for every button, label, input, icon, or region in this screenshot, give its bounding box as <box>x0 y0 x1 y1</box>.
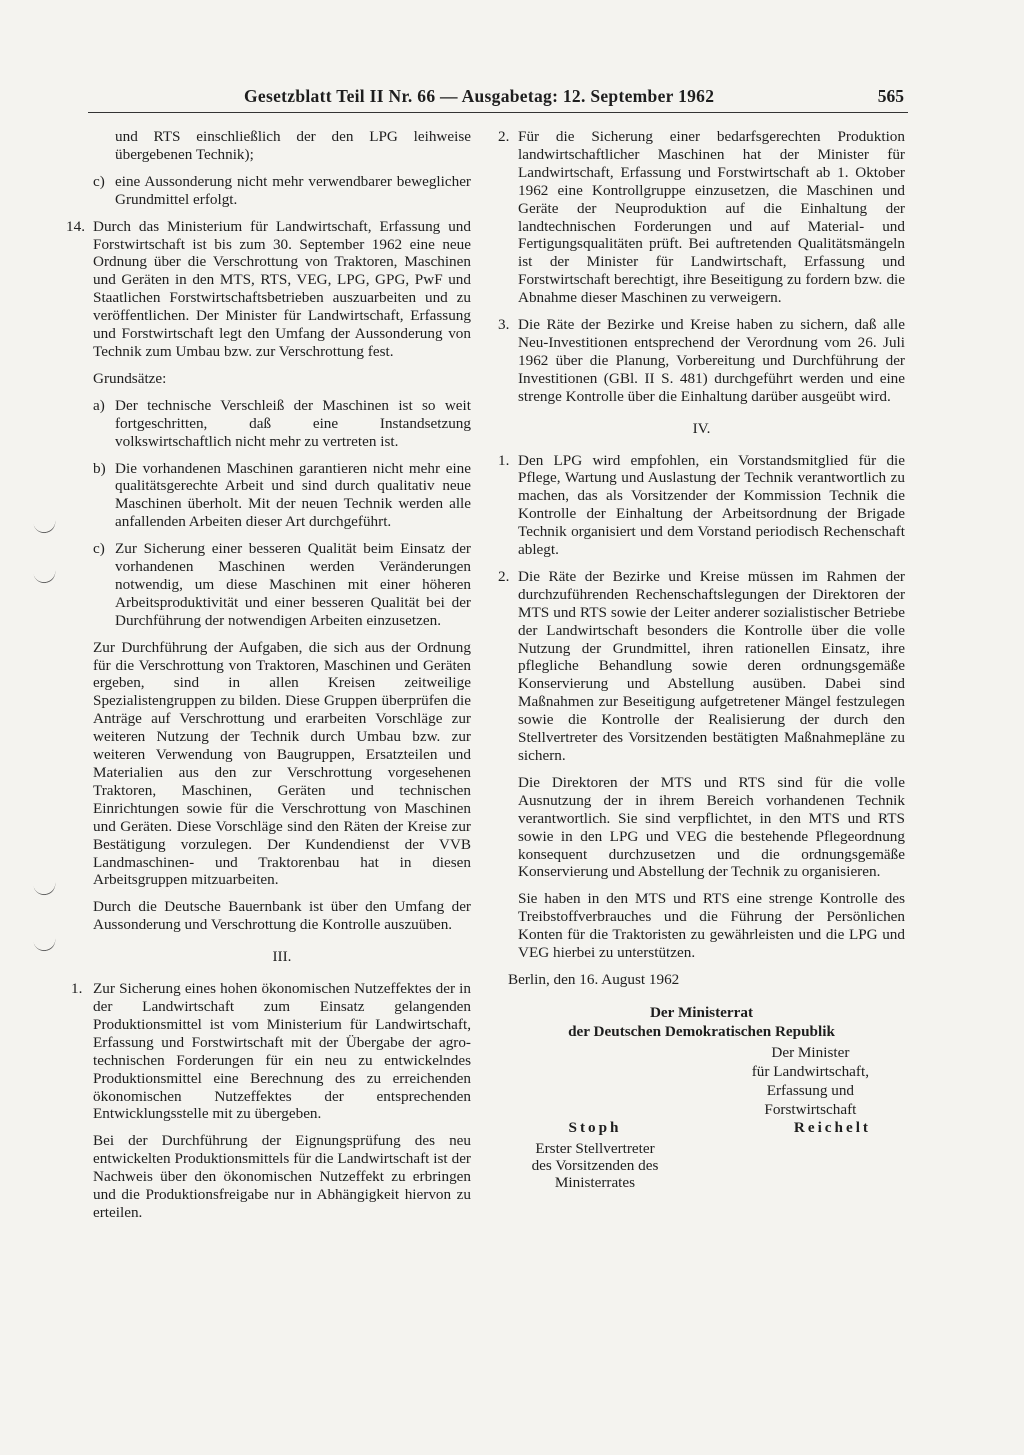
list-item <box>93 460 471 532</box>
item-text: Der technische Verschleiß der Maschinen ist so weit fortgeschritten, daß eine Instandsetzung volkswirtschaftlich nicht mehr zu vertreten ist. <box>115 396 471 450</box>
paragraph: Die Direktoren der MTS und RTS sind für die volle Ausnutzung der in ihrem Bereich vorhandenen Technik verantwortlich. Sie sind verpflichtet, in den MTS und RTS sowie in den LPG und VEG die bestehende Pflegeordnung konsequent durchzusetzen und die ordnungsgemäße Konservierung und Abstellung der Technik zu organisieren. <box>518 773 905 881</box>
list-item <box>498 128 905 307</box>
item-label: a) <box>93 396 105 414</box>
item-text: Zur Sicherung einer besseren Qualität beim Einsatz der vorhandenen Maschinen werden Veränderungen notwendig, um diese Maschinen mit einer höheren Arbeitsproduktivität und einer besseren Qualität bei der Durchführung der notwendigen Arbeiten einzusetzen. <box>115 540 471 629</box>
margin-mark <box>33 934 58 953</box>
item-label: 1. <box>71 980 83 998</box>
item-text: Für die Sicherung einer bedarfsgerechten Produktion landwirtschaftlicher Maschinen hat der Minister für Landwirtschaft, Erfassung und Forstwirtschaft ab 1. Oktober 1962 eine Kontrollgruppe einzusetzen, die Maschinen und Geräte der Neuproduktion auf die Einhaltung der landtechnischen Forderungen und auf Material- und Fertigungsqualitäten prüft. Bei auftretenden Qualitätsmängeln ist der Minister für Landwirtschaft, Erfassung und Forstwirtschaft berechtigt, ihre Beseitigung zu fordern bzw. die Abnahme dieser Maschinen zu verweigern. <box>518 128 905 307</box>
paragraph: Zur Durchführung der Aufgaben, die sich aus der Ordnung für die Verschrottung von Traktoren, Maschinen und Geräten ergeben, sind in allen Kreisen zeitweilige Spezialistengruppen zu bilden. Diese Gruppen überprüfen die Anträge auf Verschrottung und erarbeiten Vorschläge zur weiteren Nutzung der Technik durch Umbau bzw. zur weiteren Verwendung von Baugruppen, Ersatzteilen und Materialien aus den zur Verschrottung vorgesehenen Traktoren, Maschinen, Geräten und technischen Einrichtungen sowie für die Verschrottung von Maschinen und Geräten. Diese Vorschläge sind den Räten der Kreise zur Bestätigung vorzulegen. Der Kundendienst der VVB Landmaschinen- und Traktorenbau hat in diesen Arbeitsgruppen mitzuarbeiten. <box>93 638 471 889</box>
signature-date: Berlin, den 16. August 1962 <box>508 970 680 988</box>
paragraph-continuation: und RTS einschließlich der den LPG leihweise übergebenen Technik); <box>115 128 471 163</box>
list-item <box>498 890 905 962</box>
paragraph: Sie haben in den MTS und RTS eine strenge Kontrolle des Treibstoffverbrauches und die Führung der Persönlichen Konten für die Traktoristen zu gewährleisten und die LPG und VEG hierbei zu unterstützen. <box>518 890 905 962</box>
margin-mark <box>33 516 58 535</box>
minister-line: für Landwirtschaft, <box>751 1062 869 1080</box>
paragraph: Bei der Durchführung der Eignungsprüfung des neu entwickelten Produktionsmittels für die Landwirtschaft ist der Nachweis über den ökonomischen Nutzeffekt zu erbringen und die Produktionsfreigabe nur in Abhängigkeit hiervon zu erteilen. <box>93 1132 471 1221</box>
item-text: Die Räte der Bezirke und Kreise müssen im Rahmen der durchzuführenden Rechenschaftslegungen der Direktoren der MTS und RTS sowie der Leiter anderer sozialistischer Betriebe der Landwirtschaft besonders die Kontrolle über die volle Nutzung der Grundmittel, ihren rationellen Einsatz, ihre pflegliche Behandlung sowie deren ordnungsgemäße Konservierung und Abstellung ausüben. Dabei sind Maßnahmen zur Beseitigung aufgetretener Mängel festzulegen sowie die Kontrolle der Realisierung der durch den Stellvertreter des Vorsitzenden bestätigten Maßnahmepläne zu sichern. <box>518 567 905 764</box>
list-item <box>66 218 471 361</box>
section-heading: III. <box>272 948 292 966</box>
list-item <box>93 173 471 209</box>
margin-mark <box>33 566 58 585</box>
minister-line: Der Minister <box>771 1043 850 1061</box>
item-label: c) <box>93 540 105 558</box>
org-line: der Deutschen Demokratischen Republik <box>568 1022 835 1040</box>
left-column <box>66 128 471 1231</box>
minister-line: Forstwirtschaft <box>764 1100 857 1118</box>
list-item <box>498 568 905 765</box>
org-line: Der Ministerrat <box>649 1003 754 1021</box>
item-label: 2. <box>498 128 510 145</box>
signatory-stoph <box>520 1119 670 1191</box>
list-item <box>498 774 905 881</box>
paragraph: Durch die Deutsche Bauernbank ist über den Umfang der Aussonderung und Verschrottung die Kontrolle auszuüben. <box>93 898 471 934</box>
item-text: Durch das Ministerium für Landwirtschaft, Erfassung und Forstwirtschaft ist bis zum 30. September 1962 eine neue Ordnung über die Verschrottung von Traktoren, Maschinen und Geräten in den MTS, RTS, VEG, LPG, GPG, PwF und Staatlichen Forstwirtschaftsbetrieben auszuarbeiten und zu veröffentlichen. Der Minister für Landwirtschaft, Erfassung und Forstwirtschaft legt den Umfang der Aussonderung von Technik zum Umbau bzw. zur Verschrottung fest. <box>93 217 471 360</box>
signatory-org <box>498 1003 905 1041</box>
list-item <box>71 980 471 1123</box>
item-label: b) <box>93 459 106 477</box>
page-header <box>88 82 908 113</box>
subheading-grundsaetze: Grundsätze: <box>93 369 167 387</box>
section-heading: IV. <box>692 419 711 437</box>
signatory-role: Ministerrates <box>554 1173 636 1191</box>
signatory-role: Erster Stellvertreter <box>535 1139 655 1157</box>
list-item <box>93 128 471 164</box>
gazette-title: Gesetzblatt Teil II Nr. 66 — Ausgabetag: 12. September 1962 <box>244 86 715 106</box>
page-number: 565 <box>877 86 904 106</box>
minister-line: Erfassung und <box>766 1081 855 1099</box>
signatory-role: des Vorsitzenden des <box>531 1156 659 1174</box>
item-label: 2. <box>498 567 510 585</box>
item-label: 3. <box>498 316 510 334</box>
item-text: Die Räte der Bezirke und Kreise haben zu sichern, daß alle Neu-Investitionen entsprechend der Verordnung vom 26. Juli 1962 über die Planung, Vorbereitung und Durchführung der Investitionen (GBl. II S. 481) durchgeführt werden und eine strenge Kontrolle über die Einhaltung darüber ausgeübt wird. <box>518 316 905 405</box>
list-item <box>93 397 471 451</box>
item-label: 14. <box>66 217 85 235</box>
item-text: Die vorhandenen Maschinen garantieren nicht mehr eine qualitätsgerechte Arbeit und sind durch qualitativ neue Maschinen überholt. Mit der neuen Technik werden alle anfallenden Arbeiten dieser Art durchgeführt. <box>115 459 471 531</box>
signatory-name: Stoph <box>568 1118 622 1136</box>
list-item <box>498 316 905 406</box>
signature-block <box>498 1043 905 1191</box>
item-text: Den LPG wird empfohlen, ein Vorstandsmitglied für die Pflege, Wartung und Auslastung der Technik verantwortlich zu machen, das als Vorsitzender der Kommission Technik die Kontrolle der Einhaltung der Arbeitsordnung der Brigade Technik organisiert und dem Vorstand periodisch Rechenschaft ablegt. <box>518 451 905 559</box>
item-label: 1. <box>498 451 510 469</box>
item-text: eine Aussonderung nicht mehr verwendbarer beweglicher Grundmittel erfolgt. <box>115 172 471 208</box>
item-text: Zur Sicherung eines hohen ökonomischen Nutzeffektes der in der Landwirtschaft zum Einsatz gelangenden Produktionsmittel ist vom Ministerium für Landwirtschaft, Erfassung und Forstwirtschaft mit der Übergabe der agro-technischen Forderungen für ein neu zu entwickelndes Produktionsmittel eine Berechnung des zu erreichenden ökonomischen Nutzeffektes der entsprechenden Entwicklungsstelle mit zu übergeben. <box>93 980 471 1123</box>
list-item <box>498 452 905 559</box>
item-label: c) <box>93 172 105 190</box>
list-item <box>93 540 471 630</box>
right-column <box>498 128 905 1191</box>
signatory-reichelt: Reichelt <box>793 1118 871 1136</box>
margin-mark <box>33 878 58 897</box>
minister-title <box>752 1043 869 1119</box>
